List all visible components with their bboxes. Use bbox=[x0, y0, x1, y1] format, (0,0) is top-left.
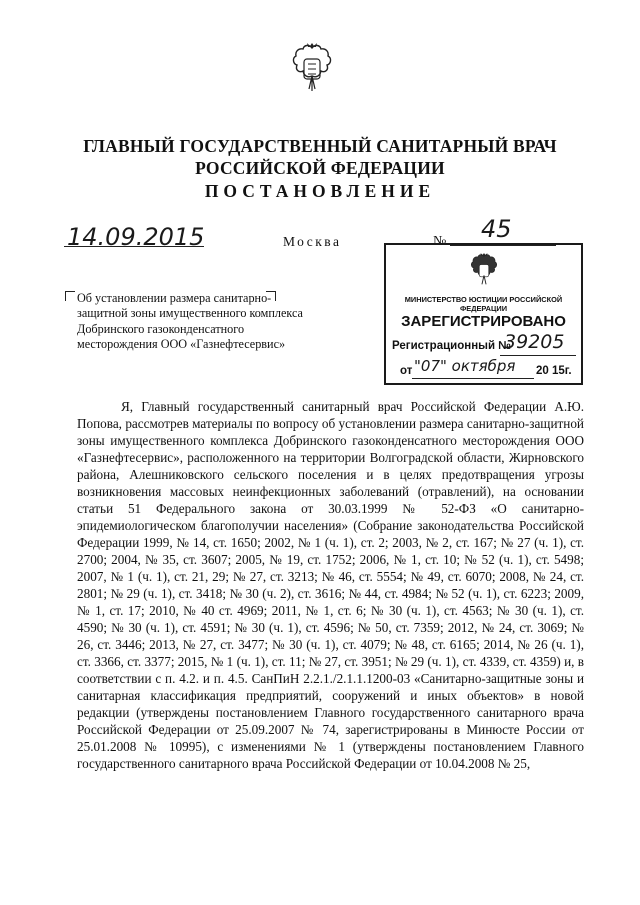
authority-title-line2: РОССИЙСКОЙ ФЕДЕРАЦИИ bbox=[195, 158, 445, 178]
body-paragraph: Я, Главный государственный санитарный врач Российской Федерации А.Ю. Попова, рассмотрев материалы по вопросу об установлении размера санитарно-защитной зоны имущественного комплекса Добринского газоконденсатного месторождения ООО «Газнефтесервис», расположенного на территории Волгоградской области, Жирновского района, Алешниковского сельского поселения и в целях предотвращения угрозы возникновения массовых неинфекционных заболеваний (отравлений), на основании статьи 51 Федерального закона от 30.03.1999 № 52-ФЗ «О санитарно-эпидемиологическом благополучии населения» (Собрание законодательства Российской Федерации 1999, № 14, ст. 1650; 2002, № 1 (ч. 1), ст. 2; 2003, № 2, ст. 167; № 27 (ч. 1), ст. 2700; 2004, № 35, ст. 3607; 2005, № 19, ст. 1752; 2006, № 1, ст. 10; № 52 (ч. 1), ст. 5498; 2007, № 1 (ч. 1), ст. 21, 29; № 27, ст. 3213; № 46, ст. 5554; № 49, ст. 6070; 2008, № 24, ст. 2801; № 29 (ч. 1), ст. 3418; № 30 (ч. 2), ст. 3616; № 44, ст. 4984; № 52 (ч. 1), ст. 6223; 2009, № 1, ст. 17; 2010, № 40 ст. 4969; 2011, № 1, ст. 6; № 30 (ч. 1), ст. 4563; № 30 (ч. 1), ст. 4590; № 30 (ч. 1), ст. 4591; № 30 (ч. 1), ст. 4596; № 50, ст. 7359; 2012, № 24, ст. 3069; № 26, ст. 3446; 2013, № 27, ст. 3477; № 30 (ч. 1), ст. 4079; № 48, ст. 6165; 2014, № 26 (ч. 1), ст. 3366, ст. 3377; 2015, № 1 (ч. 1), ст. 11; № 27, ст. 3951; № 29 (ч. 1), ст. 4339, ст. 4359) и, в соответствии с п. 4.2. и п. 4.5. СанПиН 2.2.1./2.1.1.1200-03 «Санитарно-защитные зоны и санитарная классификация предприятий, сооружений и иных объектов» в новой редакции (утверждены постановлением Главного государственного санитарного врача Российской Федерации от 25.09.2007 № 74, зарегистрированы в Минюсте России от 25.01.2008 № 10995), с изменениями № 1 (утверждены постановлением Главного государственного санитарного врача Российской Федерации от 10.04.2008 № 25, bbox=[77, 399, 584, 771]
date-underline bbox=[64, 246, 204, 247]
stamp-date-underline bbox=[412, 378, 534, 379]
stamp-from-label: от bbox=[400, 365, 413, 377]
subject-bracket-left bbox=[65, 291, 75, 301]
document-type: ПОСТАНОВЛЕНИЕ bbox=[204, 181, 436, 201]
handwritten-date: 14.09.2015 bbox=[67, 223, 205, 251]
coat-of-arms-icon bbox=[290, 42, 334, 94]
handwritten-number: 45 bbox=[481, 215, 512, 243]
stamp-year: 20 15г. bbox=[536, 365, 572, 377]
registration-stamp bbox=[384, 243, 583, 385]
authority-title-line1: ГЛАВНЫЙ ГОСУДАРСТВЕННЫЙ САНИТАРНЫЙ ВРАЧ bbox=[83, 136, 557, 156]
number-label: № bbox=[433, 234, 447, 249]
subject-heading: Об установлении размера санитарно-защитной зоны имущественного комплекса Добринского газоконденсатного месторождения ООО «Газнефтесервис» bbox=[77, 291, 303, 352]
stamp-registration-number: 39205 bbox=[504, 331, 565, 353]
city: Москва bbox=[283, 234, 342, 249]
stamp-registration-label: Регистрационный № bbox=[392, 340, 512, 352]
stamp-registration-date: "07" октября bbox=[414, 357, 516, 375]
stamp-coat-of-arms-icon bbox=[469, 252, 499, 288]
stamp-number-underline bbox=[500, 355, 576, 356]
stamp-ministry: МИНИСТЕРСТВО ЮСТИЦИИ РОССИЙСКОЙ ФЕДЕРАЦИИ bbox=[404, 295, 563, 313]
stamp-registered: ЗАРЕГИСТРИРОВАНО bbox=[401, 313, 566, 330]
